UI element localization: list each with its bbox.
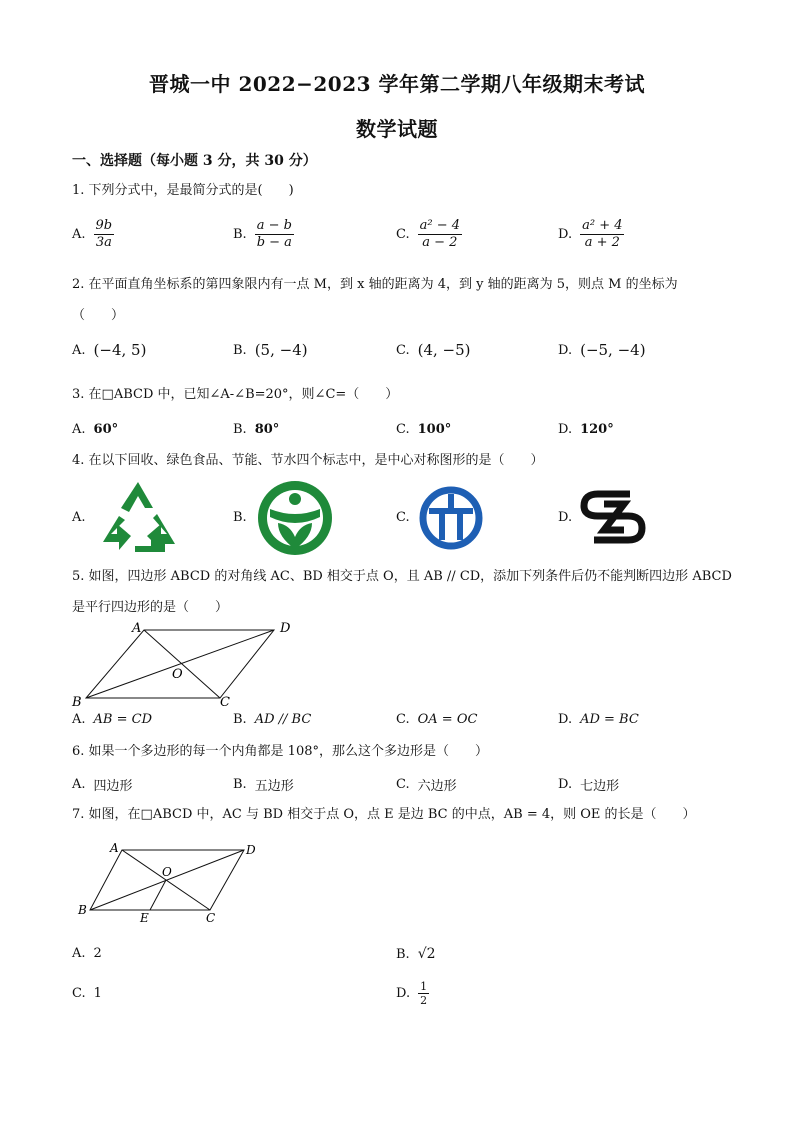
exam-subtitle: 数学试题 <box>356 117 438 141</box>
q5-label-d: D <box>280 621 291 636</box>
fraction-numerator: a² + 4 <box>582 218 623 233</box>
q1-option-d <box>558 218 624 251</box>
q4-option-a <box>72 510 86 525</box>
option-letter: A. <box>72 777 86 792</box>
q7-label-o: O <box>162 865 172 879</box>
green-food-logo-icon <box>256 479 334 557</box>
option-letter: D. <box>558 342 573 358</box>
q7-figure <box>72 838 272 928</box>
option-letter: C. <box>396 342 410 358</box>
option-letter: A. <box>72 946 86 961</box>
q2-option-a <box>72 341 146 359</box>
option-letter: C. <box>72 986 86 1001</box>
option-text: 1 <box>93 986 102 1001</box>
option-letter: D. <box>396 986 411 1001</box>
question-1-stem: 1. 下列分式中，是最简分式的是( ) <box>72 183 294 198</box>
recycle-logo-icon <box>95 478 181 556</box>
q7-label-c: C <box>206 911 216 925</box>
option-letter: B. <box>233 422 247 437</box>
question-2-stem-cont: （ ） <box>72 308 125 323</box>
q3-option-c <box>396 422 451 437</box>
q6-option-d <box>558 775 619 794</box>
option-letter: D. <box>558 227 573 242</box>
option-text: 120° <box>580 422 614 437</box>
option-letter: D. <box>558 422 573 437</box>
q5-label-b: B <box>72 695 82 710</box>
option-text: 五边形 <box>254 779 294 794</box>
fraction-numerator: 1 <box>420 980 428 993</box>
fraction-numerator: a² − 4 <box>419 218 461 233</box>
q6-option-c <box>396 775 457 794</box>
q7-option-c <box>72 986 102 1001</box>
option-letter: C. <box>396 510 410 525</box>
exam-title: 晋城一中 2022−2023 学年第二学期八年级期末考试 <box>148 72 645 96</box>
option-letter: B. <box>233 510 247 525</box>
q6-option-a <box>72 775 133 794</box>
option-text: AD = BC <box>580 712 639 727</box>
option-text: (5, −4) <box>254 341 308 359</box>
option-text: 四边形 <box>93 779 133 794</box>
option-text: √2 <box>417 946 436 962</box>
option-letter: A. <box>72 227 86 242</box>
q3-option-d <box>558 422 614 437</box>
option-letter: A. <box>72 422 86 437</box>
q2-option-d <box>558 341 646 359</box>
option-text: (4, −5) <box>417 341 471 359</box>
fraction <box>94 218 115 251</box>
option-letter: A. <box>72 712 86 727</box>
option-letter: D. <box>558 510 573 525</box>
fraction-denominator: a + 2 <box>584 235 620 250</box>
q5-figure <box>68 616 308 710</box>
option-letter: B. <box>233 227 247 242</box>
q1-option-a <box>72 218 114 251</box>
question-5-stem: 5. 如图，四边形 ABCD 的对角线 AC、BD 相交于点 O，且 AB // CD，添加下列条件后仍不能判断四边形 ABCD <box>72 569 732 584</box>
option-text: AD // BC <box>254 712 312 727</box>
q7-label-d: D <box>246 843 256 857</box>
q5-option-d <box>558 712 639 727</box>
fraction-denominator: 2 <box>420 994 428 1007</box>
question-7-stem: 7. 如图，在□ABCD 中，AC 与 BD 相交于点 O，点 E 是边 BC 的中点，AB = 4，则 OE 的长是（ ） <box>72 807 696 822</box>
q7-label-e: E <box>140 911 149 925</box>
option-text: 60° <box>93 422 119 437</box>
q1-option-c <box>396 218 462 251</box>
fraction-denominator: 3a <box>95 235 112 250</box>
option-letter: C. <box>396 422 410 437</box>
q7-option-b <box>396 946 436 962</box>
question-4-stem: 4. 在以下回收、绿色食品、节能、节水四个标志中，是中心对称图形的是（ ） <box>72 453 544 468</box>
q7-option-d <box>396 980 429 1007</box>
option-letter: D. <box>558 712 573 727</box>
option-text: 七边形 <box>580 779 620 794</box>
q4-option-c <box>396 510 410 525</box>
option-letter: B. <box>233 777 247 792</box>
option-text: OA = OC <box>417 712 478 727</box>
q1-option-b <box>233 218 294 251</box>
q4-option-b <box>233 510 247 525</box>
option-letter: A. <box>72 510 86 525</box>
option-text: (−4, 5) <box>93 341 147 359</box>
fraction-denominator: a − 2 <box>422 235 458 250</box>
option-letter: C. <box>396 777 410 792</box>
q7-label-b: B <box>78 903 87 917</box>
question-5-stem-cont: 是平行四边形的是（ ） <box>72 600 229 615</box>
q5-label-c: C <box>220 695 230 710</box>
question-6-stem: 6. 如果一个多边形的每一个内角都是 108°，那么这个多边形是（ ） <box>72 744 488 759</box>
q2-option-c <box>396 341 471 359</box>
q2-option-b <box>233 341 308 359</box>
option-text: 100° <box>417 422 452 437</box>
fraction-numerator: 9b <box>95 218 113 233</box>
section-heading: 一、选择题（每小题 3 分，共 30 分） <box>72 153 317 169</box>
q6-option-b <box>233 775 294 794</box>
fraction <box>418 980 429 1007</box>
option-letter: A. <box>72 342 86 358</box>
question-2-stem: 2. 在平面直角坐标系的第四象限内有一点 M，到 x 轴的距离为 4，到 y 轴的距离为 5，则点 M 的坐标为 <box>72 277 678 292</box>
q3-option-b <box>233 422 279 437</box>
fraction <box>580 218 624 251</box>
option-letter: C. <box>396 712 410 727</box>
option-letter: B. <box>233 342 247 358</box>
q5-option-b <box>233 712 311 727</box>
fraction <box>418 218 462 251</box>
fraction-numerator: a − b <box>256 218 292 233</box>
option-text: AB = CD <box>93 712 152 727</box>
option-text: 2 <box>93 946 102 961</box>
option-letter: B. <box>233 712 247 727</box>
q5-label-a: A <box>132 621 142 636</box>
water-saving-logo-icon <box>578 486 648 548</box>
q7-label-a: A <box>110 841 119 855</box>
fraction-denominator: b − a <box>256 235 292 250</box>
option-text: (−5, −4) <box>580 341 646 359</box>
energy-saving-logo-icon <box>419 486 483 550</box>
q5-label-o: O <box>172 667 183 682</box>
option-letter: C. <box>396 227 410 242</box>
q7-option-a <box>72 946 102 961</box>
option-letter: B. <box>396 946 410 962</box>
q3-option-a <box>72 422 118 437</box>
fraction <box>255 218 294 251</box>
option-letter: D. <box>558 777 573 792</box>
option-text: 80° <box>254 422 280 437</box>
option-text: 六边形 <box>417 779 457 794</box>
q5-option-a <box>72 712 152 727</box>
q4-option-d <box>558 510 572 525</box>
question-3-stem: 3. 在□ABCD 中，已知∠A-∠B=20°，则∠C=（ ） <box>72 387 399 402</box>
q5-option-c <box>396 712 477 727</box>
